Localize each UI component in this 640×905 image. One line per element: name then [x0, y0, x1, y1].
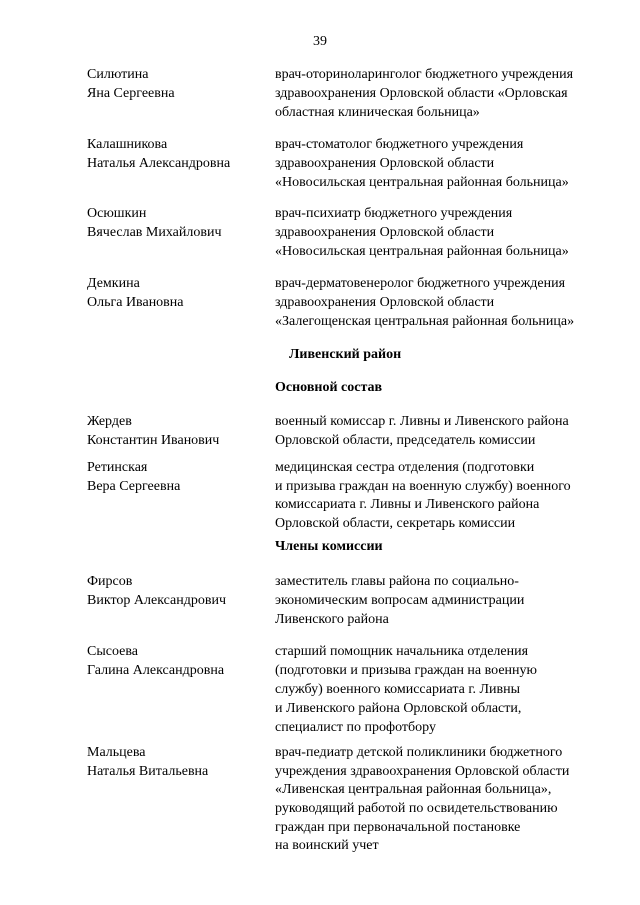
member-position-line: здравоохранения Орловской области «Орловская	[275, 86, 568, 101]
member-given-name: Вячеслав Михайлович	[87, 225, 222, 240]
member-position-line: областная клиническая больница»	[275, 105, 480, 120]
member-position-line: Орловской области, председатель комиссии	[275, 433, 536, 448]
member-position-line: врач-оториноларинголог бюджетного учреждения	[275, 67, 574, 82]
member-surname: Жердев	[87, 414, 132, 429]
page-number: 39	[313, 34, 327, 49]
member-given-name: Ольга Ивановна	[87, 295, 184, 310]
member-position-line: врач-дерматовенеролог бюджетного учреждения	[275, 276, 566, 291]
member-position-line: учреждения здравоохранения Орловской области	[275, 764, 570, 779]
member-position-line: граждан при первоначальной постановке	[275, 820, 521, 835]
member-position-line: медицинская сестра отделения (подготовки	[275, 460, 535, 475]
member-position-line: заместитель главы района по социально-	[275, 574, 519, 589]
member-position-line: старший помощник начальника отделения	[275, 644, 529, 659]
commission-members-heading: Члены комиссии	[275, 539, 383, 554]
member-position-line: комиссариата г. Ливны и Ливенского района	[275, 497, 540, 512]
member-surname: Фирсов	[87, 574, 133, 589]
member-position-line: врач-педиатр детской поликлиники бюджетного	[275, 745, 563, 760]
member-position-line: врач-стоматолог бюджетного учреждения	[275, 137, 524, 152]
member-position-line: руководящий работой по освидетельствованию	[275, 801, 558, 816]
member-position-line: здравоохранения Орловской области	[275, 295, 495, 310]
member-given-name: Наталья Витальевна	[87, 764, 209, 779]
member-position-line: Орловской области, секретарь комиссии	[275, 516, 516, 531]
member-position-line: (подготовки и призыва граждан на военную	[275, 663, 537, 678]
member-position-line: «Залегощенская центральная районная больница»	[275, 314, 575, 329]
member-surname: Демкина	[87, 276, 140, 291]
member-given-name: Виктор Александрович	[87, 593, 227, 608]
member-position-line: здравоохранения Орловской области	[275, 156, 495, 171]
member-surname: Осюшкин	[87, 206, 147, 221]
member-given-name: Яна Сергеевна	[87, 86, 175, 101]
member-position-line: специалист по профотбору	[275, 720, 436, 735]
member-given-name: Вера Сергеевна	[87, 479, 181, 494]
member-given-name: Константин Иванович	[87, 433, 220, 448]
member-position-line: здравоохранения Орловской области	[275, 225, 495, 240]
member-position-line: и призыва граждан на военную службу) военного	[275, 479, 571, 494]
member-position-line: «Новосильская центральная районная больница»	[275, 175, 569, 190]
member-position-line: экономическим вопросам администрации	[275, 593, 525, 608]
member-position-line: «Ливенская центральная районная больница»,	[275, 782, 552, 797]
member-position-line: военный комиссар г. Ливны и Ливенского района	[275, 414, 569, 429]
member-position-line: врач-психиатр бюджетного учреждения	[275, 206, 513, 221]
member-surname: Ретинская	[87, 460, 148, 475]
main-composition-heading: Основной состав	[275, 380, 383, 395]
member-given-name: Наталья Александровна	[87, 156, 231, 171]
member-position-line: Ливенского района	[275, 612, 389, 627]
member-position-line: на воинский учет	[275, 838, 379, 853]
member-surname: Силютина	[87, 67, 149, 82]
member-position-line: службу) военного комиссариата г. Ливны	[275, 682, 521, 697]
member-position-line: «Новосильская центральная районная больница»	[275, 244, 569, 259]
member-position-line: и Ливенского района Орловской области,	[275, 701, 522, 716]
member-given-name: Галина Александровна	[87, 663, 225, 678]
member-surname: Калашникова	[87, 137, 168, 152]
member-surname: Сысоева	[87, 644, 138, 659]
member-surname: Мальцева	[87, 745, 146, 760]
section-title: Ливенский район	[289, 347, 402, 362]
